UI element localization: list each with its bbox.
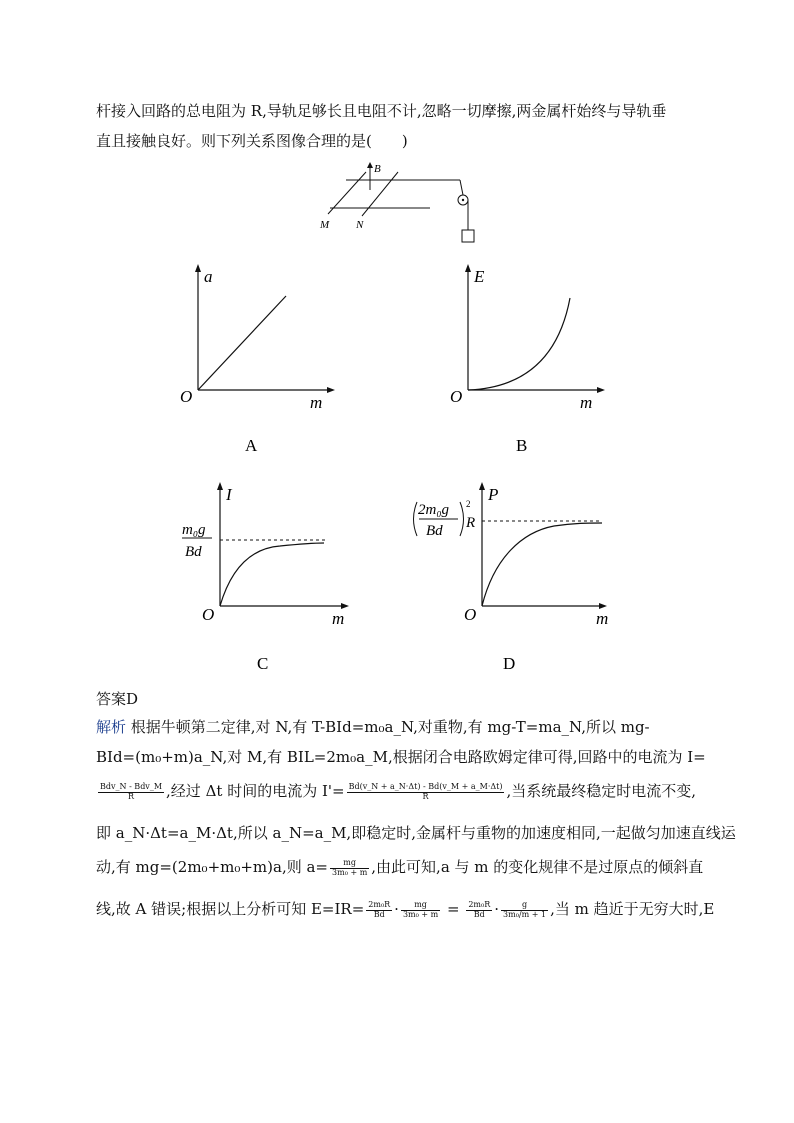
current-fraction-2: $\frac{Bd(v\_N + a\_N\cdot\Delta t) - Bd(v\_M + a\_M\cdot\Delta t)}{R}$	[348, 781, 503, 801]
x-label-c: m	[332, 609, 345, 628]
question-line-2: 直且接触良好。则下列关系图像合理的是( )	[96, 132, 408, 150]
origin-a: O	[180, 387, 193, 406]
graph-d	[404, 480, 614, 675]
answer-label: 答案	[96, 690, 127, 708]
solution-line-4: 即 a_N·Δt=a_M·Δt,所以 a_N=a_M,即稳定时,金属杆与重物的加速度相同,一起做匀加速直线运	[96, 824, 736, 842]
solution-line-1: 解析 根据牛顿第二定律,对 N,有 T-BId=m₀a_N,对重物,有 mg-T=ma_N,所以 mg-	[96, 718, 650, 736]
field-label-b: B	[374, 163, 381, 175]
y-label-c: I	[226, 485, 232, 504]
x-label-b: m	[580, 393, 593, 412]
curve-d	[482, 523, 602, 606]
y-label-d: P	[488, 485, 499, 504]
asymptote-power-d: 2	[466, 499, 471, 509]
origin-d: O	[464, 605, 477, 624]
setup-figure	[310, 158, 490, 248]
solution-line-3: $\frac{\text{Bdv\_N - Bdv\_M}}{R}$ ,经过 Δt 时间的电流为 I'= $\frac{Bd(v\_N + a\_N\cdot\Delta t) - Bd(v\_M + a\_M\cdot\Delta t)}{R}$ ,当系统最终稳定时电流不变,	[100, 781, 697, 801]
acceleration-fraction: $\frac{mg}{\text{3m₀ + m}}$	[332, 857, 368, 877]
emf-fraction-1: $\frac{\text{2m₀R}}{Bd}$	[368, 899, 391, 919]
x-label-a: m	[310, 393, 323, 412]
solution-line-2: BId=(m₀+m)a_N,对 M,有 BIL=2m₀a_M,根据闭合电路欧姆定律可得,回路中的电流为 I=	[96, 748, 706, 766]
curve-a	[198, 296, 286, 390]
solution-line-6: 线,故 A 错误;根据以上分析可知 E=IR= $\frac{\text{2m₀R}}{Bd}$ · $\frac{mg}{\text{3m₀ + m}}$ = $\frac{\text{2m₀R}}{Bd}$ · $\frac{g}{\text{3m₀/m + 1}}$ ,当 m 趋近于无穷大时,E	[96, 899, 715, 919]
question-line-1: 杆接入回路的总电阻为 R,导轨足够长且电阻不计,忽略一切摩擦,两金属杆始终与导轨垂	[96, 102, 667, 120]
asymptote-den-c: Bd	[185, 544, 202, 560]
current-fraction: $\frac{\text{Bdv\_N - Bdv\_M}}{R}$	[100, 781, 163, 801]
y-label-a: a	[204, 267, 213, 286]
graph-b	[440, 262, 610, 452]
x-label-d: m	[596, 609, 609, 628]
emf-fraction-4: $\frac{g}{\text{3m₀/m + 1}}$	[503, 899, 547, 919]
option-label-a: A	[245, 436, 258, 452]
curve-c	[220, 543, 324, 606]
emf-fraction-2: $\frac{mg}{\text{3m₀ + m}}$	[402, 899, 439, 919]
option-label-c: C	[257, 654, 269, 673]
emf-fraction-3: $\frac{\text{2m₀R}}{Bd}$	[468, 899, 491, 919]
curve-b	[468, 298, 570, 390]
asymptote-num-d: 2m₀g	[418, 502, 450, 518]
solution-label: 解析	[96, 718, 127, 736]
answer	[96, 688, 138, 709]
asymptote-den-d: Bd	[426, 523, 443, 539]
answer-value: D	[126, 690, 139, 708]
option-label-d: D	[503, 654, 516, 673]
origin-b: O	[450, 387, 463, 406]
y-label-b: E	[474, 267, 485, 286]
origin-c: O	[202, 605, 215, 624]
option-label-b: B	[516, 436, 528, 452]
rod-label-n: N	[356, 219, 364, 231]
graph-a	[170, 262, 340, 452]
solution-line-5: 动,有 mg=(2m₀+m₀+m)a,则 a= $\frac{mg}{\text{3m₀ + m}}$ ,由此可知,a 与 m 的变化规律不是过原点的倾斜直	[96, 857, 704, 877]
asymptote-suffix-d: R	[466, 515, 476, 531]
rod-label-m: M	[320, 219, 330, 231]
graph-c	[176, 480, 356, 675]
asymptote-num-c: m₀g	[182, 522, 206, 538]
